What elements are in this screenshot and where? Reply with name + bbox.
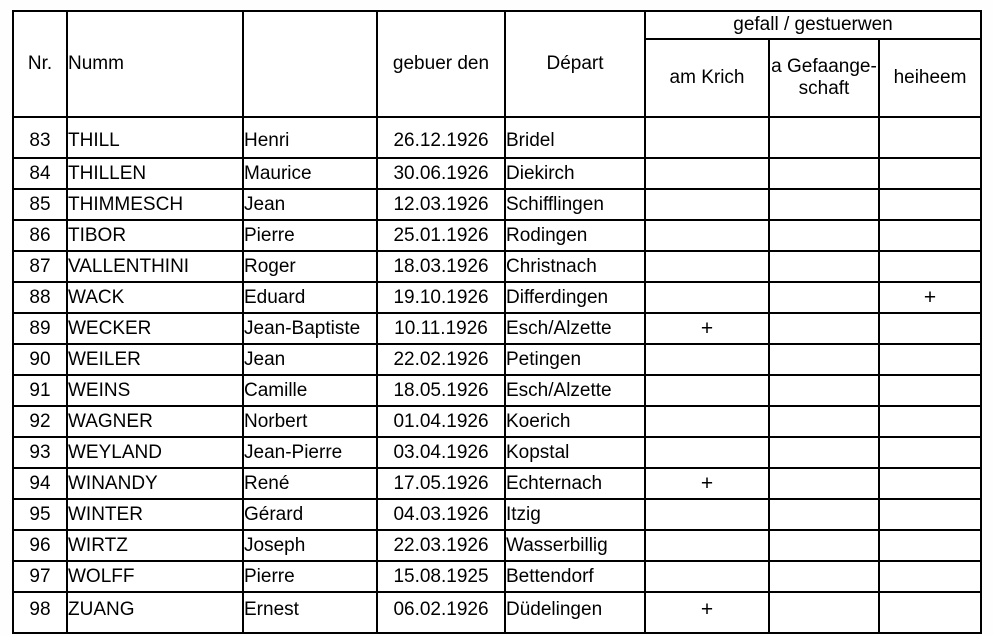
- cell-mark-krich: [645, 499, 769, 530]
- column-header-group-gefall-gestuerwen: gefall / gestuerwen: [645, 11, 981, 39]
- cell-firstname: Roger: [243, 251, 377, 282]
- cell-depart: Bridel: [505, 117, 645, 158]
- cell-nr: 84: [13, 158, 67, 189]
- table-row: [13, 468, 981, 499]
- cell-nr: 91: [13, 375, 67, 406]
- cell-mark-heiheem: [879, 158, 981, 189]
- cell-mark-gefaangeschaft: [769, 158, 879, 189]
- cell-firstname: Jean-Pierre: [243, 437, 377, 468]
- cell-mark-krich: [645, 561, 769, 592]
- cell-mark-krich: [645, 530, 769, 561]
- cell-mark-heiheem: [879, 189, 981, 220]
- column-header-depart: Départ: [505, 11, 645, 117]
- cell-mark-heiheem: [879, 530, 981, 561]
- cell-nr: 90: [13, 344, 67, 375]
- cell-mark-gefaangeschaft: [769, 468, 879, 499]
- cell-mark-krich: [645, 282, 769, 313]
- cell-mark-heiheem: [879, 313, 981, 344]
- cell-depart: Düdelingen: [505, 592, 645, 633]
- cell-mark-heiheem: [879, 499, 981, 530]
- cell-mark-gefaangeschaft: [769, 313, 879, 344]
- cell-mark-krich: [645, 406, 769, 437]
- cell-name: WEYLAND: [67, 437, 243, 468]
- table-row: [13, 282, 981, 313]
- cell-birthdate: 04.03.1926: [377, 499, 505, 530]
- column-header-birthdate: gebuer den: [377, 11, 505, 117]
- cell-mark-heiheem: [879, 592, 981, 633]
- cell-firstname: Norbert: [243, 406, 377, 437]
- table-row: [13, 375, 981, 406]
- cell-mark-gefaangeschaft: [769, 251, 879, 282]
- cell-nr: 85: [13, 189, 67, 220]
- cell-firstname: Ernest: [243, 592, 377, 633]
- cell-name: ZUANG: [67, 592, 243, 633]
- cell-birthdate: 17.05.1926: [377, 468, 505, 499]
- cell-name: WAGNER: [67, 406, 243, 437]
- cell-depart: Petingen: [505, 344, 645, 375]
- table-row: [13, 117, 981, 158]
- cell-mark-heiheem: [879, 437, 981, 468]
- cell-mark-heiheem: +: [879, 282, 981, 313]
- cell-mark-krich: +: [645, 592, 769, 633]
- cell-birthdate: 10.11.1926: [377, 313, 505, 344]
- cell-mark-heiheem: [879, 468, 981, 499]
- cell-nr: 88: [13, 282, 67, 313]
- cell-depart: Itzig: [505, 499, 645, 530]
- cell-depart: Koerich: [505, 406, 645, 437]
- cell-mark-gefaangeschaft: [769, 117, 879, 158]
- cell-firstname: Jean: [243, 189, 377, 220]
- cell-name: WOLFF: [67, 561, 243, 592]
- cell-name: WINTER: [67, 499, 243, 530]
- gefaangeschaft-line1: a Gefaange-: [771, 56, 877, 78]
- table-header: [13, 11, 981, 117]
- cell-birthdate: 01.04.1926: [377, 406, 505, 437]
- cell-firstname: Eduard: [243, 282, 377, 313]
- cell-mark-krich: [645, 437, 769, 468]
- column-header-nr: Nr.: [13, 11, 67, 117]
- column-header-heiheem: heiheem: [879, 39, 981, 117]
- cell-mark-heiheem: [879, 344, 981, 375]
- cell-firstname: Camille: [243, 375, 377, 406]
- cell-mark-heiheem: [879, 117, 981, 158]
- table-row: [13, 592, 981, 633]
- cell-firstname: Joseph: [243, 530, 377, 561]
- cell-mark-krich: [645, 189, 769, 220]
- cell-depart: Esch/Alzette: [505, 313, 645, 344]
- header-row-group: [13, 11, 981, 39]
- cell-birthdate: 30.06.1926: [377, 158, 505, 189]
- cell-mark-krich: [645, 375, 769, 406]
- cell-depart: Wasserbillig: [505, 530, 645, 561]
- cell-firstname: René: [243, 468, 377, 499]
- cell-nr: 94: [13, 468, 67, 499]
- cell-depart: Christnach: [505, 251, 645, 282]
- cell-depart: Rodingen: [505, 220, 645, 251]
- cell-nr: 98: [13, 592, 67, 633]
- cell-birthdate: 22.03.1926: [377, 530, 505, 561]
- cell-name: VALLENTHINI: [67, 251, 243, 282]
- cell-nr: 83: [13, 117, 67, 158]
- cell-depart: Differdingen: [505, 282, 645, 313]
- cell-birthdate: 12.03.1926: [377, 189, 505, 220]
- cell-depart: Diekirch: [505, 158, 645, 189]
- cell-nr: 96: [13, 530, 67, 561]
- roster-table: [12, 10, 982, 634]
- cell-mark-gefaangeschaft: [769, 530, 879, 561]
- cell-depart: Esch/Alzette: [505, 375, 645, 406]
- cell-birthdate: 18.03.1926: [377, 251, 505, 282]
- cell-mark-heiheem: [879, 251, 981, 282]
- cell-firstname: Gérard: [243, 499, 377, 530]
- cell-birthdate: 03.04.1926: [377, 437, 505, 468]
- table-row: [13, 189, 981, 220]
- table-row: [13, 499, 981, 530]
- cell-mark-krich: [645, 344, 769, 375]
- cell-mark-krich: +: [645, 313, 769, 344]
- cell-firstname: Henri: [243, 117, 377, 158]
- table-row: [13, 561, 981, 592]
- cell-name: WINANDY: [67, 468, 243, 499]
- cell-mark-krich: [645, 158, 769, 189]
- cell-birthdate: 18.05.1926: [377, 375, 505, 406]
- cell-mark-gefaangeschaft: [769, 344, 879, 375]
- cell-mark-gefaangeschaft: [769, 375, 879, 406]
- cell-mark-gefaangeschaft: [769, 437, 879, 468]
- cell-depart: Bettendorf: [505, 561, 645, 592]
- cell-mark-gefaangeschaft: [769, 220, 879, 251]
- cell-mark-gefaangeschaft: [769, 282, 879, 313]
- cell-birthdate: 25.01.1926: [377, 220, 505, 251]
- cell-firstname: Pierre: [243, 561, 377, 592]
- cell-name: WEILER: [67, 344, 243, 375]
- table-row: [13, 530, 981, 561]
- cell-mark-krich: [645, 220, 769, 251]
- cell-name: WACK: [67, 282, 243, 313]
- cell-nr: 93: [13, 437, 67, 468]
- cell-name: WIRTZ: [67, 530, 243, 561]
- cell-birthdate: 06.02.1926: [377, 592, 505, 633]
- cell-mark-gefaangeschaft: [769, 499, 879, 530]
- cell-name: THILLEN: [67, 158, 243, 189]
- cell-nr: 86: [13, 220, 67, 251]
- cell-birthdate: 22.02.1926: [377, 344, 505, 375]
- cell-nr: 87: [13, 251, 67, 282]
- cell-nr: 89: [13, 313, 67, 344]
- cell-firstname: Jean: [243, 344, 377, 375]
- cell-name: WEINS: [67, 375, 243, 406]
- table-row: [13, 406, 981, 437]
- cell-mark-heiheem: [879, 561, 981, 592]
- cell-mark-gefaangeschaft: [769, 189, 879, 220]
- table-body: [13, 117, 981, 633]
- cell-birthdate: 15.08.1925: [377, 561, 505, 592]
- cell-nr: 97: [13, 561, 67, 592]
- cell-mark-heiheem: [879, 406, 981, 437]
- cell-birthdate: 19.10.1926: [377, 282, 505, 313]
- cell-name: WECKER: [67, 313, 243, 344]
- cell-mark-heiheem: [879, 220, 981, 251]
- cell-mark-krich: [645, 117, 769, 158]
- column-header-am-krich: am Krich: [645, 39, 769, 117]
- cell-nr: 95: [13, 499, 67, 530]
- cell-mark-krich: [645, 251, 769, 282]
- cell-mark-gefaangeschaft: [769, 406, 879, 437]
- table-row: [13, 251, 981, 282]
- cell-depart: Schifflingen: [505, 189, 645, 220]
- cell-firstname: Jean-Baptiste: [243, 313, 377, 344]
- column-header-name: Numm: [67, 11, 243, 117]
- cell-firstname: Pierre: [243, 220, 377, 251]
- cell-name: TIBOR: [67, 220, 243, 251]
- cell-depart: Kopstal: [505, 437, 645, 468]
- column-header-firstname: [243, 11, 377, 117]
- cell-mark-heiheem: [879, 375, 981, 406]
- cell-mark-gefaangeschaft: [769, 592, 879, 633]
- table-row: [13, 437, 981, 468]
- cell-mark-gefaangeschaft: [769, 561, 879, 592]
- column-header-gefaangeschaft: [769, 39, 879, 117]
- table-row: [13, 220, 981, 251]
- table-row: [13, 313, 981, 344]
- table-row: [13, 158, 981, 189]
- cell-birthdate: 26.12.1926: [377, 117, 505, 158]
- cell-mark-krich: +: [645, 468, 769, 499]
- cell-firstname: Maurice: [243, 158, 377, 189]
- cell-nr: 92: [13, 406, 67, 437]
- cell-depart: Echternach: [505, 468, 645, 499]
- cell-name: THILL: [67, 117, 243, 158]
- cell-name: THIMMESCH: [67, 189, 243, 220]
- gefaangeschaft-line2: schaft: [798, 78, 850, 99]
- table-row: [13, 344, 981, 375]
